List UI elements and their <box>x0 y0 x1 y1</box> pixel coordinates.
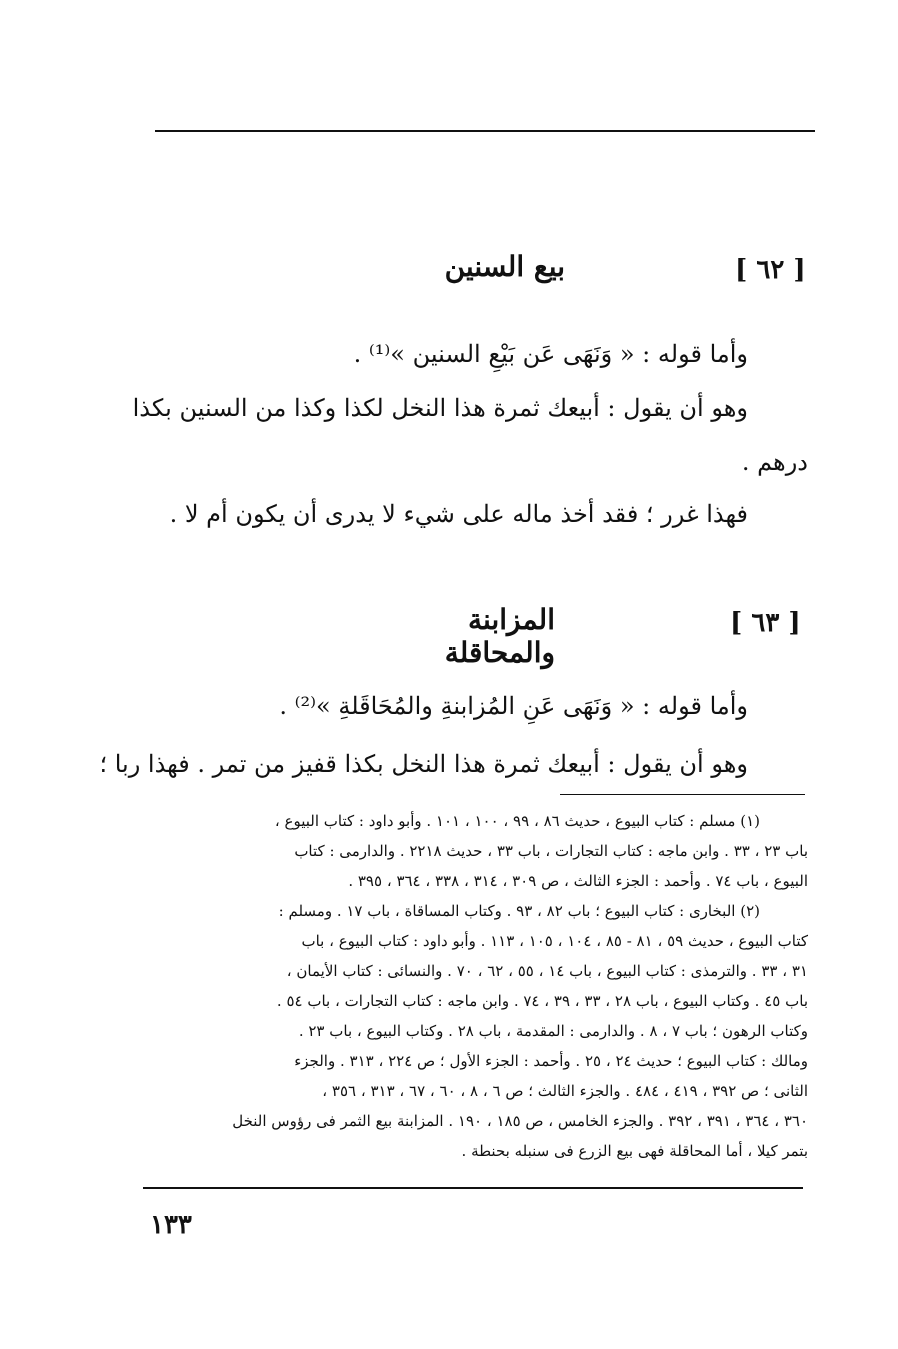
footnote-line: ٣١ ، ٣٣ . والترمذى : كتاب البيوع ، باب ١٤ ، ٥٥ ، ٦٢ ، ٧٠ . والنسائى : كتاب الأيمان ، <box>286 962 808 980</box>
footnote-line: ومالك : كتاب البيوع ؛ حديث ٢٤ ، ٢٥ . وأحمد : الجزء الأول ؛ ص ٢٢٤ ، ٣١٣ . والجزء <box>294 1052 808 1070</box>
s63-line-2: وهو أن يقول : أبيعك ثمرة هذا النخل بكذا قفيز من تمر . فهذا ربا ؛ <box>99 750 748 778</box>
page-number: ١٣٣ <box>150 1210 192 1240</box>
footnote-line: البيوع ، باب ٧٤ . وأحمد : الجزء الثالث ، ص ٣٠٩ ، ٣١٤ ، ٣٣٨ ، ٣٦٤ ، ٣٩٥ . <box>348 872 808 890</box>
section-63-number: [ ٦٣ ] <box>730 608 801 638</box>
footnote-line: بتمر كيلا ، أما المحاقلة فهى بيع الزرع فى سنبله بحنطة . <box>461 1142 808 1160</box>
top-rule <box>155 130 815 132</box>
s63-line-1: وأما قوله : « وَنَهَى عَنِ المُزابنةِ والمُحَاقَلةِ »⁽²⁾ . <box>279 692 748 720</box>
footnote-line: كتاب البيوع ، حديث ٥٩ ، ٨١ - ٨٥ ، ١٠٤ ، ١٠٥ ، ١١٣ . وأبو داود : كتاب البيوع ، باب <box>301 932 808 950</box>
section-63-title: المزابنة والمحاقلة <box>444 603 555 669</box>
s62-line-1: وأما قوله : « وَنَهَى عَن بَيْعِ السنين »⁽¹⁾ . <box>353 340 748 368</box>
section-62-number: [ ٦٢ ] <box>735 255 806 285</box>
footnote-line: وكتاب الرهون ؛ باب ٧ ، ٨ . والدارمى : المقدمة ، باب ٢٨ . وكتاب البيوع ، باب ٢٣ . <box>298 1022 808 1040</box>
footnote-line: ٣٦٠ ، ٣٦٤ ، ٣٩١ ، ٣٩٢ . والجزء الخامس ، ص ١٨٥ ، ١٩٠ . المزابنة بيع الثمر فى رؤوس النخل <box>232 1112 808 1130</box>
bottom-rule <box>143 1187 803 1189</box>
footnote-line: الثانى ؛ ص ٣٩٢ ، ٤١٩ ، ٤٨٤ . والجزء الثالث ؛ ص ٦ ، ٨ ، ٦٠ ، ٦٧ ، ٣١٣ ، ٣٥٦ ، <box>322 1082 808 1100</box>
footnote-line: باب ٢٣ ، ٣٣ . وابن ماجه : كتاب التجارات ، باب ٣٣ ، حديث ٢٢١٨ . والدارمى : كتاب <box>294 842 808 860</box>
section-62-title: بيع السنين <box>444 250 565 283</box>
footnote-line: (١) مسلم : كتاب البيوع ، حديث ٨٦ ، ٩٩ ، ١٠٠ ، ١٠١ . وأبو داود : كتاب البيوع ، <box>274 812 760 830</box>
s62-line-3: درهم . <box>741 448 808 476</box>
s62-line-4: فهذا غرر ؛ فقد أخذ ماله على شيء لا يدرى أن يكون أم لا . <box>169 500 748 528</box>
s62-line-2: وهو أن يقول : أبيعك ثمرة هذا النخل لكذا وكذا من السنين بكذا <box>132 394 748 422</box>
footnote-rule <box>560 794 805 795</box>
footnote-line: باب ٤٥ . وكتاب البيوع ، باب ٢٨ ، ٣٣ ، ٣٩ ، ٧٤ . وابن ماجه : كتاب التجارات ، باب ٥٤ . <box>276 992 808 1010</box>
footnote-line: (٢) البخارى : كتاب البيوع ؛ باب ٨٢ ، ٩٣ . وكتاب المساقاة ، باب ١٧ . ومسلم : <box>278 902 760 920</box>
